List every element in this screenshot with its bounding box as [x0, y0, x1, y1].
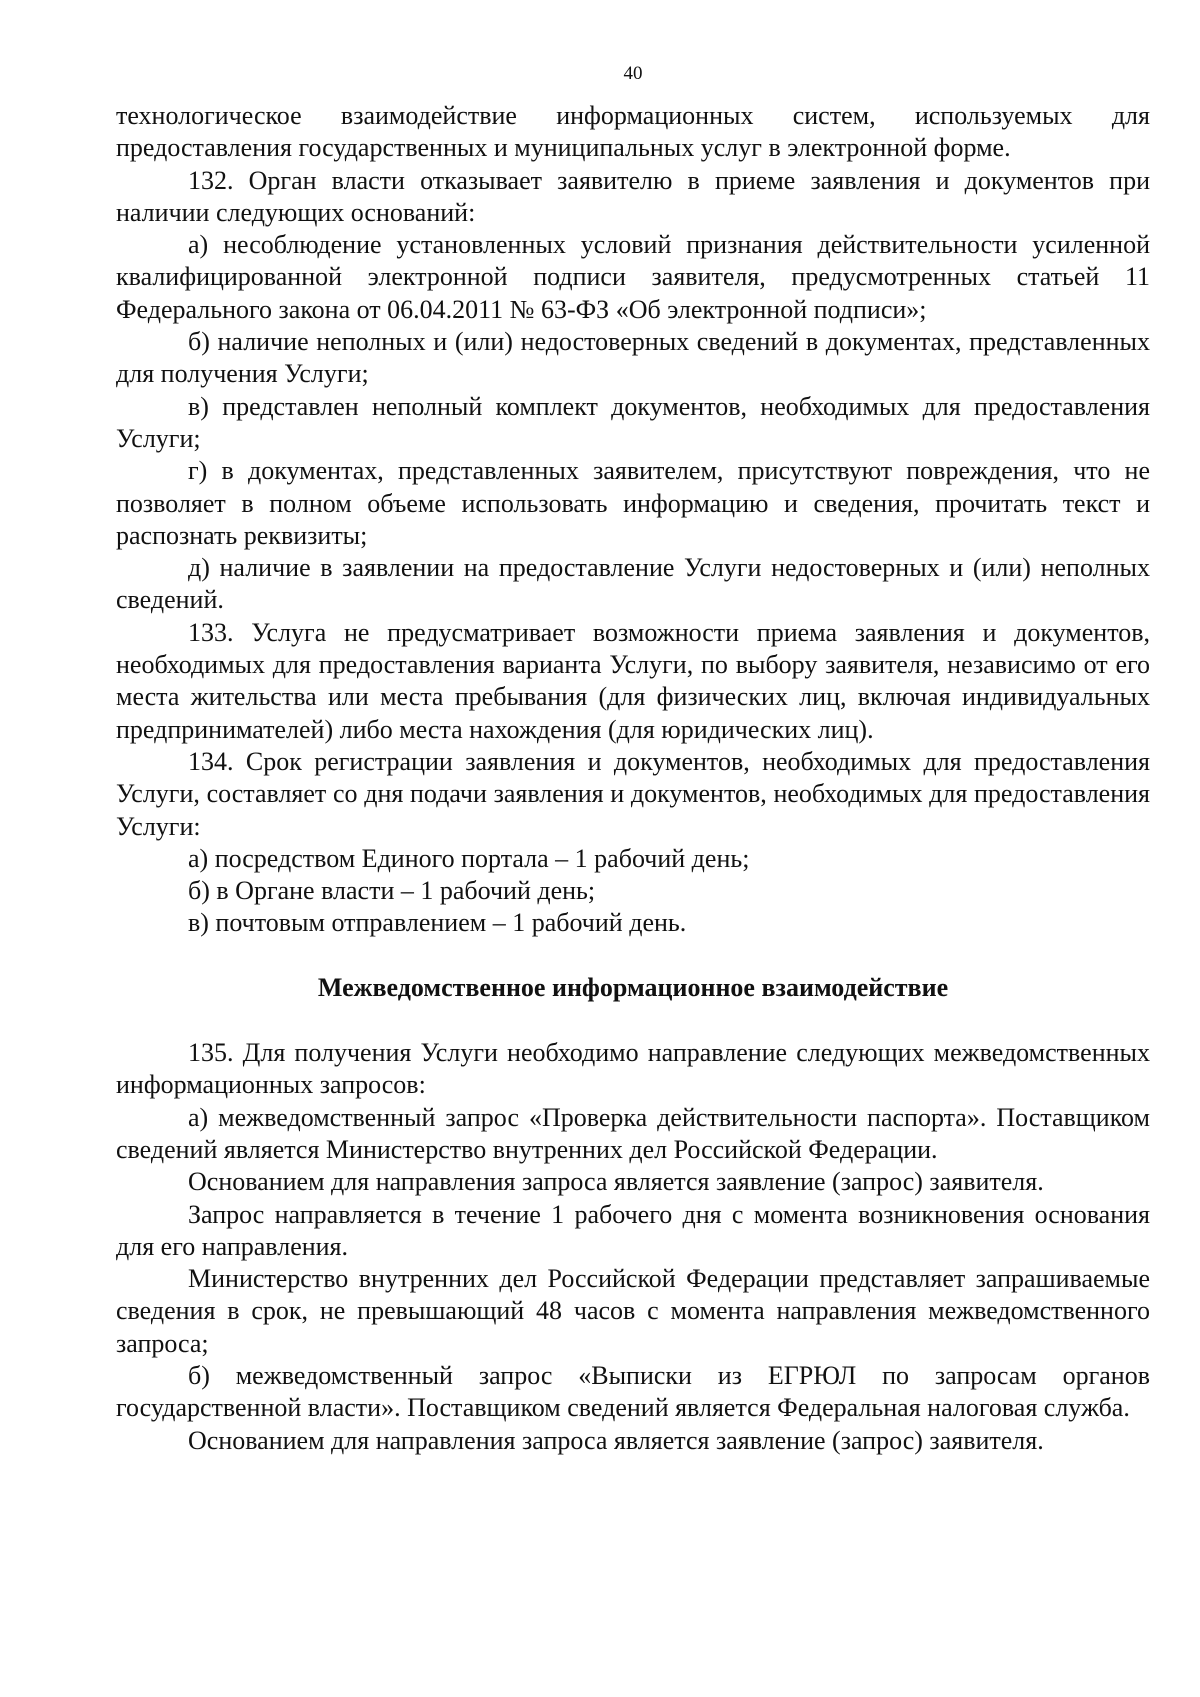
paragraph-135-response: Министерство внутренних дел Российской Федерации представляет запрашиваемые сведения в срок, не превышающий 48 часов с момента направления межведомственного запроса;: [116, 1264, 1150, 1358]
paragraph-134-b: б) в Органе власти – 1 рабочий день;: [188, 876, 596, 906]
section-heading: Межведомственное информационное взаимодействие: [317, 972, 949, 1002]
document-page: [116, 62, 1150, 1457]
paragraph-132-v: в) представлен неполный комплект документов, необходимых для предоставления Услуги;: [116, 391, 1150, 453]
paragraph-133: 133. Услуга не предусматривает возможности приема заявления и документов, необходимых для предоставления варианта Услуги, по выбору заявителя, независимо от его места жительства или места пребывания (для физических лиц, включая индивидуальных предпринимателей) либо места нахождения (для юридических лиц).: [116, 617, 1150, 744]
paragraph-132-d: д) наличие в заявлении на предоставление Услуги недостоверных и (или) неполных сведений.: [116, 553, 1150, 615]
paragraph-135-timing: Запрос направляется в течение 1 рабочего дня с момента возникновения основания для его направления.: [116, 1199, 1150, 1261]
paragraph-134: 134. Срок регистрации заявления и документов, необходимых для предоставления Услуги, составляет со дня подачи заявления и документов, необходимых для предоставления Услуги:: [116, 746, 1150, 841]
paragraph-135: 135. Для получения Услуги необходимо направление следующих межведомственных информационных запросов:: [116, 1038, 1150, 1100]
paragraph-135-basis-2: Основанием для направления запроса является заявление (запрос) заявителя.: [188, 1425, 1044, 1455]
paragraph-132-b: б) наличие неполных и (или) недостоверных сведений в документах, представленных для получения Услуги;: [116, 327, 1150, 389]
paragraph-134-a: а) посредством Единого портала – 1 рабочий день;: [188, 843, 750, 873]
paragraph-135-a: а) межведомственный запрос «Проверка действительности паспорта». Поставщиком сведений является Министерство внутренних дел Российской Федерации.: [116, 1102, 1150, 1164]
paragraph-132: 132. Орган власти отказывает заявителю в приеме заявления и документов при наличии следующих оснований:: [116, 165, 1150, 227]
paragraph-135-b: б) межведомственный запрос «Выписки из ЕГРЮЛ по запросам органов государственной власти». Поставщиком сведений является Федеральная налоговая служба.: [116, 1360, 1150, 1423]
paragraph-132-a: а) несоблюдение установленных условий признания действительности усиленной квалифицированной электронной подписи заявителя, предусмотренных статьей 11 Федерального закона от 06.04.2011 № 63-ФЗ «Об электронной подписи»;: [116, 230, 1150, 324]
paragraph-135-basis: Основанием для направления запроса является заявление (запрос) заявителя.: [188, 1167, 1044, 1197]
paragraph-132-g: г) в документах, представленных заявителем, присутствуют повреждения, что не позволяет в полном объеме использовать информацию и сведения, прочитать текст и распознать реквизиты;: [116, 456, 1150, 550]
paragraph-134-v: в) почтовым отправлением – 1 рабочий день.: [188, 908, 687, 938]
paragraph-continuation: технологическое взаимодействие информационных систем, используемых для предоставления государственных и муниципальных услуг в электронной форме.: [116, 101, 1150, 163]
page-number: 40: [623, 63, 643, 84]
